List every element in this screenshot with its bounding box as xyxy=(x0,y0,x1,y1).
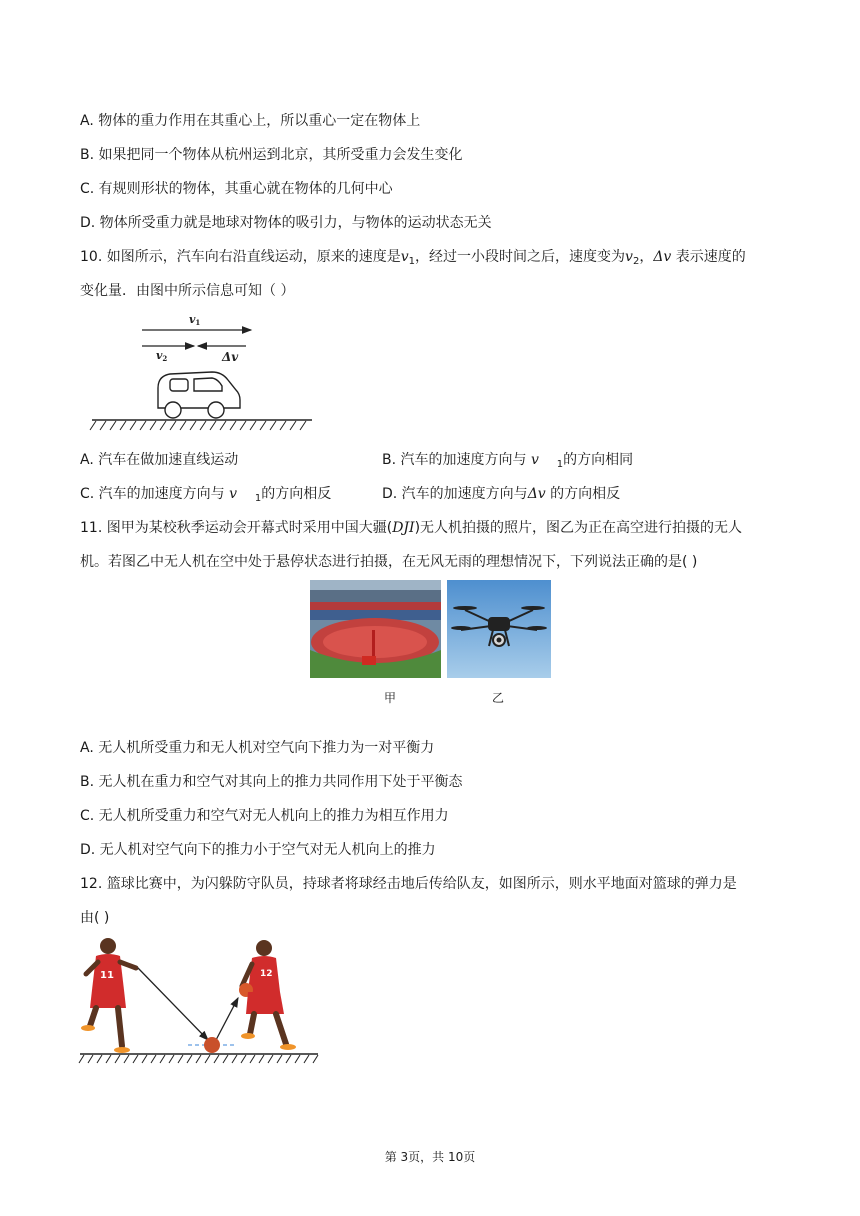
v1-label: v1 xyxy=(189,313,201,327)
q10-option-d: D. 汽车的加速度方向与Δv 的方向相反 xyxy=(382,486,621,502)
ground-hatch xyxy=(90,420,312,430)
q9-option-c: C. 有规则形状的物体，其重心就在物体的几何中心 xyxy=(80,181,393,197)
q11-option-c: C. 无人机所受重力和空气对无人机向上的推力为相互作用力 xyxy=(80,808,449,824)
q11-option-d: D. 无人机对空气向下的推力小于空气对无人机向上的推力 xyxy=(80,842,436,858)
player-left-number: 11 xyxy=(100,970,114,981)
player-left-icon xyxy=(81,938,136,1053)
player-right-number: 12 xyxy=(260,969,273,979)
outgoing-arrow xyxy=(216,998,238,1040)
page-footer: 第 3页，共 10页 xyxy=(384,1150,476,1164)
q11-option-a: A. 无人机所受重力和无人机对空气向下推力为一对平衡力 xyxy=(80,740,435,756)
q11-photo-stadium xyxy=(310,580,441,678)
q10-option-c: C. 汽车的加速度方向与 v $_1$的方向相反 xyxy=(80,486,332,504)
q9-option-a: A. 物体的重力作用在其重心上，所以重心一定在物体上 xyxy=(80,113,421,129)
q11-stem-line1: 11. 图甲为某校秋季运动会开幕式时采用中国大疆(DJI)无人机拍摄的照片，图乙为正在高空进行拍摄的无人 xyxy=(80,520,743,536)
q9-option-d: D. 物体所受重力就是地球对物体的吸引力，与物体的运动状态无关 xyxy=(80,215,492,231)
q12-stem-line2: 由( ) xyxy=(80,910,110,926)
player-right-icon xyxy=(239,940,296,1050)
incoming-arrow xyxy=(138,968,208,1040)
q11-photo-drone xyxy=(447,580,551,678)
q12-basketball-figure xyxy=(78,934,323,1066)
q10-car-figure xyxy=(86,308,316,438)
dv-label: Δv xyxy=(222,350,239,364)
car-icon xyxy=(158,372,240,418)
q10-stem-line2: 变化量．由图中所示信息可知（ ） xyxy=(80,283,295,299)
q11-stem-line2: 机。若图乙中无人机在空中处于悬停状态进行拍摄，在无风无雨的理想情况下，下列说法正确的是( ) xyxy=(80,554,698,570)
q12-stem-line1: 12. 篮球比赛中，为闪躲防守队员，持球者将球经击地后传给队友，如图所示，则水平地面对篮球的弹力是 xyxy=(80,876,737,892)
q10-stem-line1: 10. 如图所示，汽车向右沿直线运动，原来的速度是$v_1$，经过一小段时间之后，速度变为$v_2$，Δv 表示速度的 xyxy=(80,249,746,267)
basketball-icon xyxy=(204,1037,220,1053)
q11-label-jia: 甲 xyxy=(384,691,397,705)
q11-label-yi: 乙 xyxy=(492,691,505,705)
q10-option-a: A. 汽车在做加速直线运动 xyxy=(80,452,239,468)
q9-option-b: B. 如果把同一个物体从杭州运到北京，其所受重力会发生变化 xyxy=(80,147,463,163)
ground-hatch xyxy=(79,1054,318,1063)
v2-label: v2 xyxy=(156,349,168,363)
q10-option-b: B. 汽车的加速度方向与 v $_1$的方向相同 xyxy=(382,452,634,470)
q11-option-b: B. 无人机在重力和空气对其向上的推力共同作用下处于平衡态 xyxy=(80,774,463,790)
